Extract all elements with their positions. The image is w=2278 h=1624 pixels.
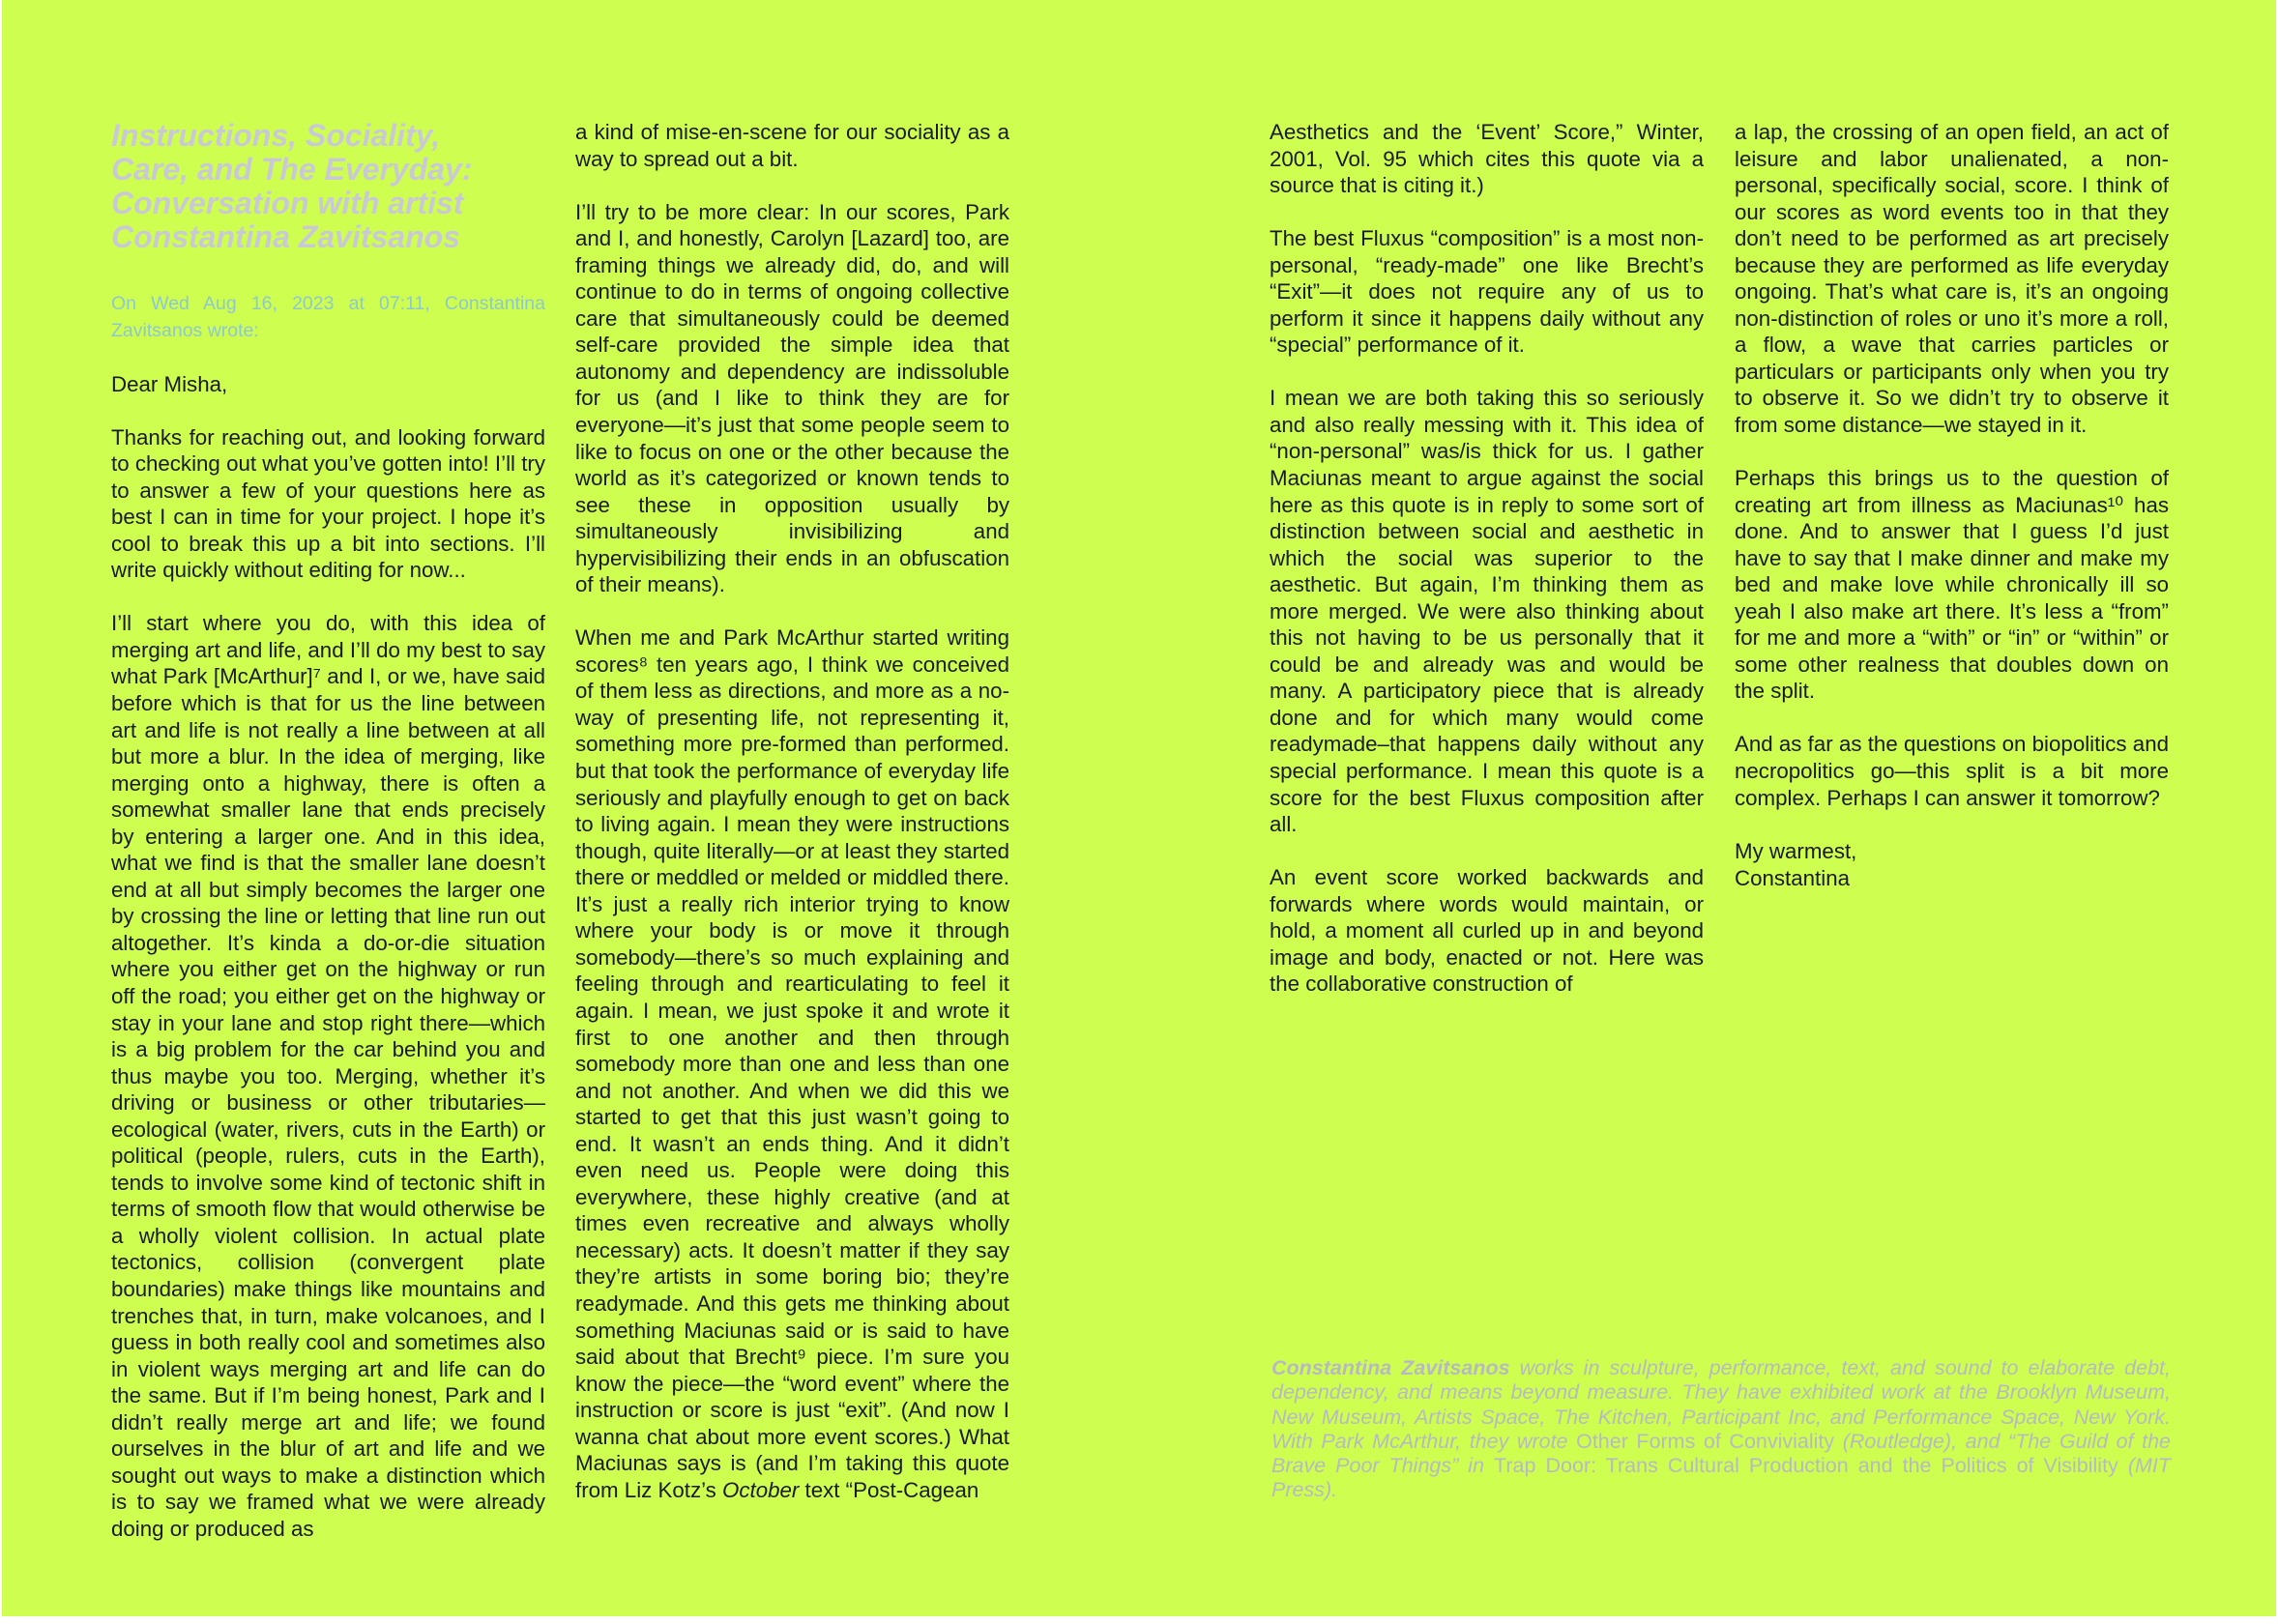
signoff — [1735, 838, 2169, 891]
bio-text: (MIT Press). — [1271, 1454, 2171, 1502]
title-line: Conversation with artist — [111, 186, 464, 220]
paragraph: Perhaps this brings us to the question of creating art from illness as Maciunas¹⁰ has done. And to answer that I guess I’d just have to say that I make dinner and make my bed and make love while chronically ill so yeah I also make art there. It’s less a “from” for me and more a “with” or “in” or “within” or some other realness that doubles down on the split. — [1735, 466, 2169, 704]
bio-book-title: Other Forms of Conviviality — [1576, 1429, 1835, 1453]
paragraph — [575, 624, 1009, 1503]
bio-text: works in sculpture, performance, text, and sound to elaborate debt, dependency, and means beyond measure. They have exhibited work at the Brooklyn Museum, New Museum, Artists Space, The Kitchen, Participant Inc, and Performance Space, New York. With Park McArthur, they wrote — [1271, 1356, 2171, 1453]
title-line: Constantina Zavitsanos — [111, 219, 460, 254]
paragraph: I’ll start where you do, with this idea of merging art and life, and I’ll do my best to say what Park [McArthur]⁷ and I, or we, have said before which is that for us the line between art and life is not really a line between at all but more a blur. In the idea of merging, like merging onto a highway, there is often a somewhat smaller lane that ends precisely by entering a larger one. And in this idea, what we find is that the smaller lane doesn’t end at all but simply becomes the larger one by crossing the line or letting that line run out altogether. It’s kinda a do-or-die situation where you either get on the highway or run off the road; you either get on the highway or stay in your lane and stop right there—which is a big problem for the car behind you and thus maybe you too. Merging, whether it’s driving or business or other tributaries—ecological (water, rivers, cuts in the Earth) or political (people, rulers, cuts in the Earth), tends to involve some kind of tectonic shift in terms of smooth flow that would otherwise be a wholly violent collision. In actual plate tectonics, collision (convergent plate boundaries) make things like mountains and trenches that, in turn, make volcanoes, and I guess in both really cool and sometimes also in violent ways merging art and life can do the same. But if I’m being honest, Park and I didn’t really merge art and life; we found ourselves in the blur of art and life and we sought out ways to make a distinction which is to say we framed what we were already doing or produced as — [111, 611, 545, 1541]
author-bio — [1271, 1356, 2171, 1503]
title-line: Care, and The Everyday: — [111, 152, 473, 187]
paragraph: a lap, the crossing of an open field, an act of leisure and labor unalienated, a non-personal, specifically social, score. I think of our scores as word events too in that they don’t need to be performed as art precisely because they are performed as life everyday ongoing. That’s what care is, it’s an ongoing non-distinction of roles or uno it’s more a roll, a flow, a wave that carries particles or particulars or participants only when you try to observe it. So we didn’t try to observe it from some distance—we stayed in it. — [1735, 120, 2169, 438]
paragraph: And as far as the questions on biopolitics and necropolitics go—this split is a bit more complex. Perhaps I can answer it tomorrow? — [1735, 732, 2169, 810]
greeting: Dear Misha, — [111, 371, 228, 396]
title-line: Instructions, Sociality, — [111, 118, 441, 153]
paragraph: a kind of mise-en-scene for our sociality as a way to spread out a bit. — [575, 120, 1009, 171]
signoff-line: My warmest, — [1735, 839, 1857, 863]
bio-book-title: Trap Door: Trans Cultural Production and the Politics of Visibility — [1494, 1454, 2118, 1478]
column-2 — [575, 119, 1009, 1530]
paragraph: I’ll try to be more clear: In our scores, Park and I, and honestly, Carolyn [Lazard] too, are framing things we already did, do, and will continue to do in terms of ongoing collective care that simultaneously could be deemed self-care provided the simple idea that autonomy and dependency are indissoluble for us (and I like to think they are for everyone—it’s just that some people seem to like to focus on one or the other because the world as it’s categorized or known tends to see these in opposition usually by simultaneously invisibilizing and hypervisibilizing their ends in an obfuscation of their means). — [575, 199, 1009, 597]
magazine-spread — [2, 0, 2276, 1616]
paragraph: Aesthetics and the ‘Event’ Score,” Winter, 2001, Vol. 95 which cites this quote via a source that is citing it.) — [1270, 120, 1704, 198]
signoff-name: Constantina — [1735, 865, 1850, 890]
paragraph: I mean we are both taking this so seriously and also really messing with it. This idea of “non-personal” was/is thick for us. I gather Maciunas meant to argue against the social here as this quote is in reply to some sort of distinction between social and aesthetic in which the social was superior to the aesthetic. But again, I’m thinking them as more merged. We were also thinking about this not having to be us personally that it could be and already was and would be many. A participatory piece that is already done and for which many would come readymade–that happens daily without any special performance. I mean this quote is a score for the best Fluxus composition after all. — [1270, 386, 1704, 837]
column-3 — [1270, 119, 1704, 1024]
quote: The best Fluxus “composition” is a most non-personal, “ready-made” one like Brecht’s “Exit”—it does not require any of us to perform it since it happens daily without any “special” performance of it. — [1270, 226, 1704, 358]
article-title — [111, 119, 545, 254]
paragraph: An event score worked backwards and forwards where words would maintain, or hold, a moment all curled up in and beyond image and body, enacted or not. Here was the collaborative construction of — [1270, 865, 1704, 997]
email-header: On Wed Aug 16, 2023 at 07:11, Constantina Zavitsanos wrote: — [111, 293, 545, 341]
paragraph-text: text “Post-Cagean — [804, 1477, 979, 1502]
column-4 — [1735, 119, 2169, 890]
bio-name: Constantina Zavitsanos — [1271, 1356, 1510, 1379]
bio-text: (Routledge), and “The Guild of the Brave Poor Things” in — [1271, 1429, 2171, 1478]
publication-title: October — [722, 1477, 800, 1502]
column-1 — [111, 119, 545, 1569]
paragraph-text: When me and Park McArthur started writing scores⁸ ten years ago, I think we conceived of them less as directions, and more as a no-way of presenting life, not representing it, something more pre-formed than performed. but that took the performance of everyday life seriously and playfully enough to get on back to living again. I mean they were instructions though, quite literally—or at least they started there or meddled or melded or middled there. It’s just a really rich interior trying to know where your body is or move it through somebody—there’s so much explaining and feeling through and rearticulating to feel it again. I mean, we just spoke it and wrote it first to one another and then through somebody more than one and less than one and not another. And when we did this we started to get that this just wasn’t going to end. It wasn’t an ends thing. And it didn’t even need us. People were doing this everywhere, these highly creative (and at times even recreative and always wholly necessary) acts. It doesn’t matter if they say they’re artists in some boring bio; they’re readymade. And this gets me thinking about something Maciunas said or is said to have said about that Brecht⁹ piece. I’m sure you know the piece—the “word event” where the instruction or score is just “exit”. (And now I wanna chat about more event scores.) What Maciunas says is (and I’m taking this quote from Liz Kotz’s — [575, 625, 1009, 1502]
paragraph: Thanks for reaching out, and looking forward to checking out what you’ve gotten into! I’ll try to answer a few of your questions here as best I can in time for your project. I hope it’s cool to break this up a bit into sections. I’ll write quickly without editing for now... — [111, 424, 545, 583]
